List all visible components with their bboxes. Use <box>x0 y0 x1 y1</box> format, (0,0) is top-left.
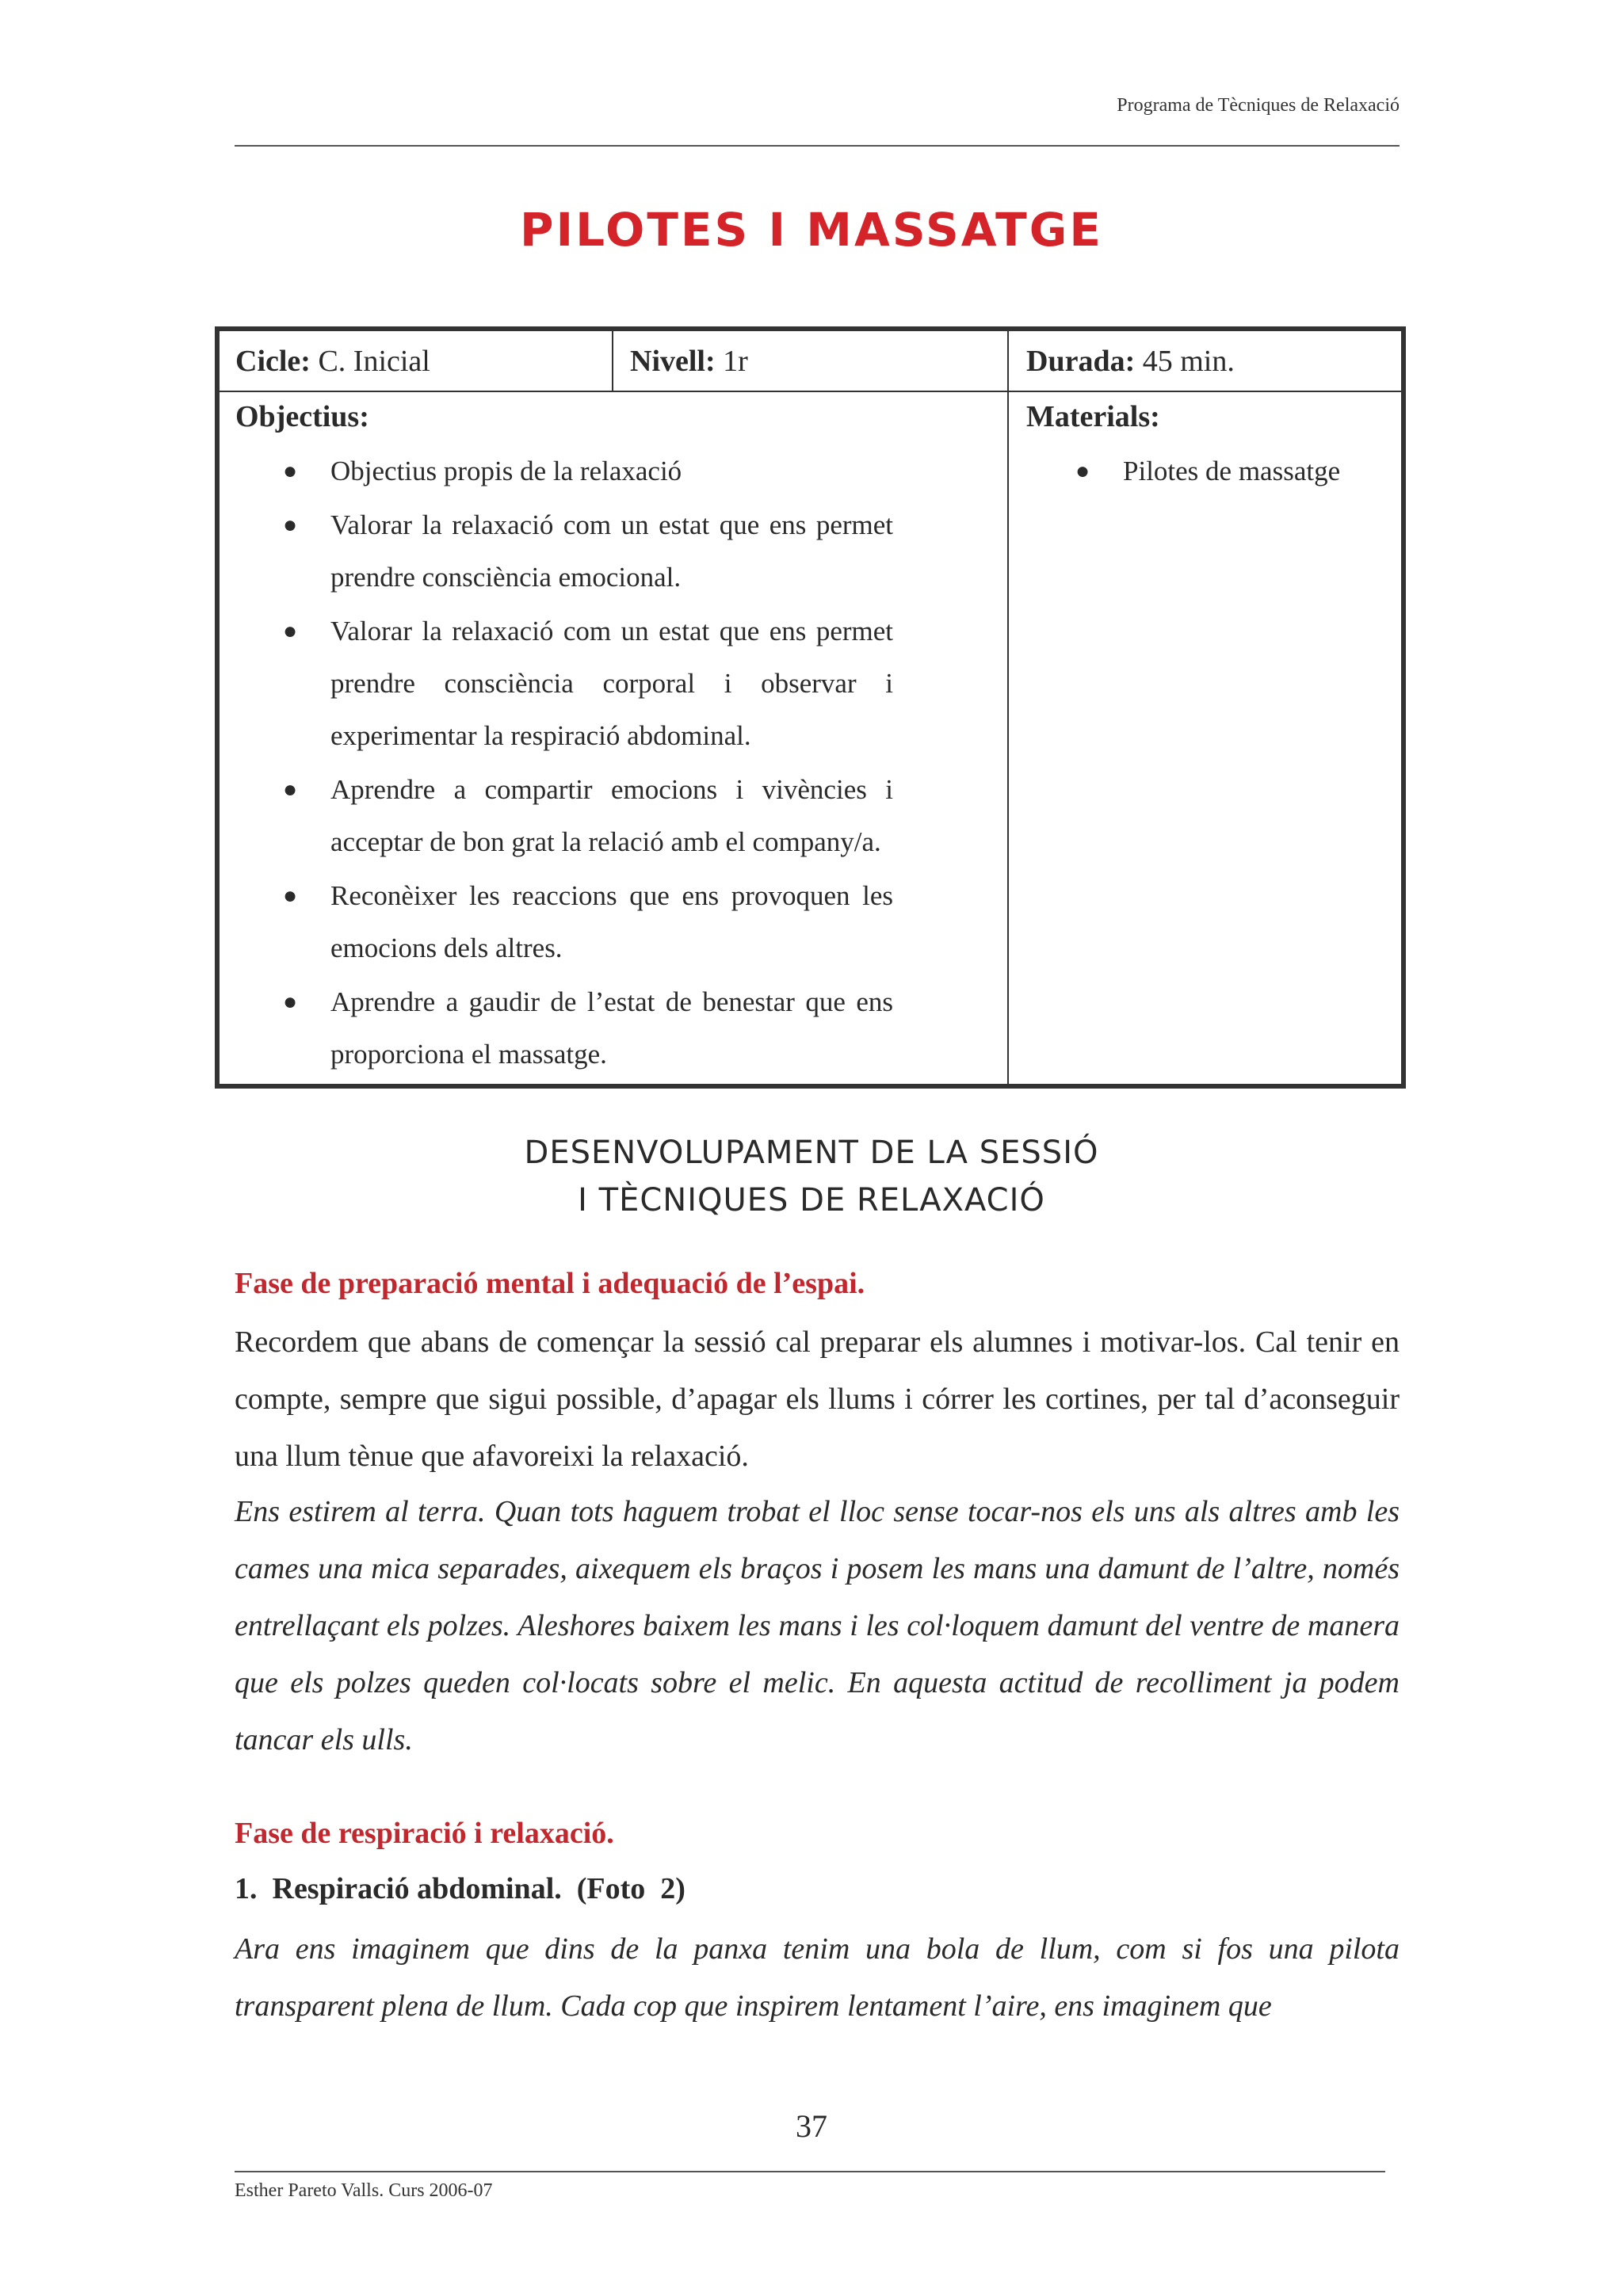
table-col-divider-1 <box>612 331 613 391</box>
durada-label: Durada: <box>1026 345 1136 378</box>
section-heading <box>0 1129 1623 1224</box>
section-heading-line-1: DESENVOLUPAMENT DE LA SESSIÓ <box>524 1135 1099 1171</box>
list-item: ● Pilotes de massatge <box>1075 445 1340 498</box>
nivell-cell <box>630 344 748 379</box>
page-title: PILOTES I MASSATGE <box>520 203 1103 257</box>
objectives-list <box>283 445 893 1082</box>
running-header: Programa de Tècniques de Relaxació <box>1117 95 1400 116</box>
table-row-divider <box>220 391 1401 392</box>
list-item: ● Aprendre a gaudir de l’estat de benestar que ens proporciona el massatge. <box>283 976 893 1081</box>
cicle-label: Cicle: <box>235 345 311 378</box>
list-item: ● Valorar la relaxació com un estat que ens permet prendre consciència corporal i observar i experimentar la respiració abdominal. <box>283 605 893 762</box>
list-item: ● Aprendre a compartir emocions i vivències i acceptar de bon grat la relació amb el company/a. <box>283 764 893 868</box>
bullet-icon: ● <box>1075 458 1090 484</box>
fase-2-instructions: Ara ens imaginem que dins de la panxa tenim una bola de llum, com si fos una pilota transparent plena de llum. Cada cop que inspirem lentament l’aire, ens imaginem que <box>235 1932 1400 2023</box>
bullet-icon: ● <box>283 883 298 909</box>
bullet-icon: ● <box>283 989 298 1015</box>
section-heading-line-2: I TÈCNIQUES DE RELAXACIÓ <box>578 1182 1045 1219</box>
list-item: ● Valorar la relaxació com un estat que ens permet prendre consciència emocional. <box>283 499 893 604</box>
nivell-value: 1r <box>723 345 748 378</box>
cicle-cell <box>235 344 430 379</box>
cicle-value: C. Inicial <box>318 345 430 378</box>
bullet-icon: ● <box>283 618 298 644</box>
session-info-table <box>215 326 1406 1089</box>
durada-cell <box>1026 344 1235 379</box>
footer-rule <box>235 2171 1385 2172</box>
footer-author: Esther Pareto Valls. Curs 2006-07 <box>235 2180 493 2201</box>
bullet-icon: ● <box>283 512 298 538</box>
materials-list <box>1075 445 1340 498</box>
materials-label: Materials: <box>1026 400 1160 433</box>
fase-2-heading: Fase de respiració i relaxació. <box>235 1817 614 1850</box>
header-rule <box>235 145 1400 147</box>
page-number: 37 <box>796 2108 827 2144</box>
nivell-label: Nivell: <box>630 345 716 378</box>
bullet-icon: ● <box>283 776 298 803</box>
durada-value: 45 min. <box>1142 345 1235 378</box>
fase-1-heading: Fase de preparació mental i adequació de l’espai. <box>235 1267 865 1300</box>
list-item: ● Objectius propis de la relaxació <box>283 445 893 498</box>
fase-1-instructions: Ens estirem al terra. Quan tots haguem trobat el lloc sense tocar-nos els uns als altres amb les cames una mica separades, aixequem els braços i posem les mans una damunt de l’altre, només entrellaçant els polzes. Aleshores baixem les mans i les col·loquem damunt del ventre de manera que els polzes queden col·locats sobre el melic. En aquesta actitud de recolliment ja podem tancar els ulls. <box>235 1495 1400 1756</box>
fase-2-item-heading: 1. Respiració abdominal. (Foto 2) <box>235 1872 685 1905</box>
bullet-icon: ● <box>283 458 298 484</box>
objectius-label: Objectius: <box>235 400 369 433</box>
list-item: ● Reconèixer les reaccions que ens provoquen les emocions dels altres. <box>283 870 893 974</box>
table-col-divider-2 <box>1007 331 1009 1084</box>
fase-1-paragraph: Recordem que abans de començar la sessió cal preparar els alumnes i motivar-los. Cal tenir en compte, sempre que sigui possible, d’apagar els llums i córrer les cortines, per tal d’aconseguir una llum tènue que afavoreixi la relaxació. <box>235 1325 1400 1473</box>
